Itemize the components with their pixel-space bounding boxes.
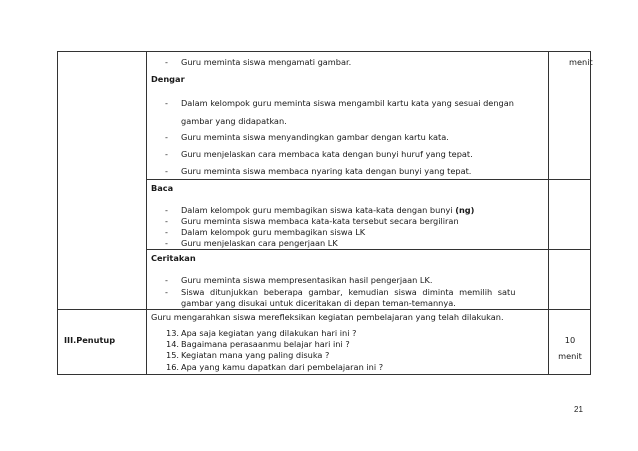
bullet: - (165, 205, 168, 215)
activity-table (57, 51, 591, 375)
bullet: - (165, 238, 168, 248)
page-number: 21 (574, 405, 583, 414)
question-number: 14. (166, 339, 180, 349)
baca-item (181, 205, 474, 215)
bullet: - (165, 57, 168, 67)
question-text: Apa yang kamu dapatkan dari pembelajaran ini ? (181, 362, 384, 372)
question-text: Apa saja kegiatan yang dilakukan hari ini ? (181, 328, 357, 338)
dengar-item: Guru meminta siswa menyandingkan gambar dengan kartu kata. (181, 132, 449, 142)
ceritakan-item: Guru meminta siswa mempresentasikan hasil pengerjaan LK. (181, 275, 433, 285)
heading-ceritakan: Ceritakan (151, 253, 196, 263)
question-text: Kegiatan mana yang paling disuka ? (181, 350, 330, 360)
section-label-penutup: III.Penutup (64, 335, 116, 345)
question-text: Bagaimana perasaanmu belajar hari ini ? (181, 339, 350, 349)
bullet: - (165, 149, 168, 159)
column-divider-right (548, 52, 549, 374)
dengar-item: Dalam kelompok guru meminta siswa mengambil kartu kata yang sesuai dengan (181, 98, 514, 108)
time-label-menit: menit (569, 57, 593, 67)
question-number: 13. (166, 328, 180, 338)
dengar-item-continued: gambar yang didapatkan. (181, 116, 287, 126)
bullet: - (165, 166, 168, 176)
time-value: 10 (564, 335, 576, 345)
bullet: - (165, 132, 168, 142)
ceritakan-item: Siswa ditunjukkan beberapa gambar, kemudian siswa diminta memilih satu (181, 287, 516, 297)
heading-dengar: Dengar (151, 74, 185, 84)
bullet: - (165, 227, 168, 237)
dengar-item: Guru menjelaskan cara membaca kata dengan bunyi huruf yang tepat. (181, 149, 473, 159)
ceritakan-item-continued: gambar yang disukai untuk diceritakan di depan teman-temannya. (181, 298, 456, 308)
baca-item: Guru meminta siswa membaca kata-kata tersebut secara bergiliran (181, 216, 459, 226)
penutup-intro: Guru mengarahkan siswa merefleksikan kegiatan pembelajaran yang telah dilakukan. (151, 312, 504, 322)
bullet: - (165, 98, 168, 108)
row-divider-penutup (58, 309, 590, 310)
bullet: - (165, 275, 168, 285)
first-activity-line: Guru meminta siswa mengamati gambar. (181, 57, 352, 67)
baca-item: Guru menjelaskan cara pengerjaan LK (181, 238, 338, 248)
dengar-item: Guru meminta siswa membaca nyaring kata dengan bunyi yang tepat. (181, 166, 472, 176)
bullet: - (165, 216, 168, 226)
baca-item-bold: (ng) (455, 205, 475, 215)
question-number: 15. (166, 350, 180, 360)
row-divider-baca (146, 179, 590, 180)
baca-item-text: Dalam kelompok guru membagikan siswa kata-kata dengan bunyi (181, 205, 453, 215)
time-unit: menit (558, 351, 582, 361)
bullet: - (165, 287, 168, 297)
baca-item: Dalam kelompok guru membagikan siswa LK (181, 227, 366, 237)
question-number: 16. (166, 362, 180, 372)
column-divider-left (146, 52, 147, 374)
heading-baca: Baca (151, 183, 174, 193)
row-divider-ceritakan (146, 249, 590, 250)
